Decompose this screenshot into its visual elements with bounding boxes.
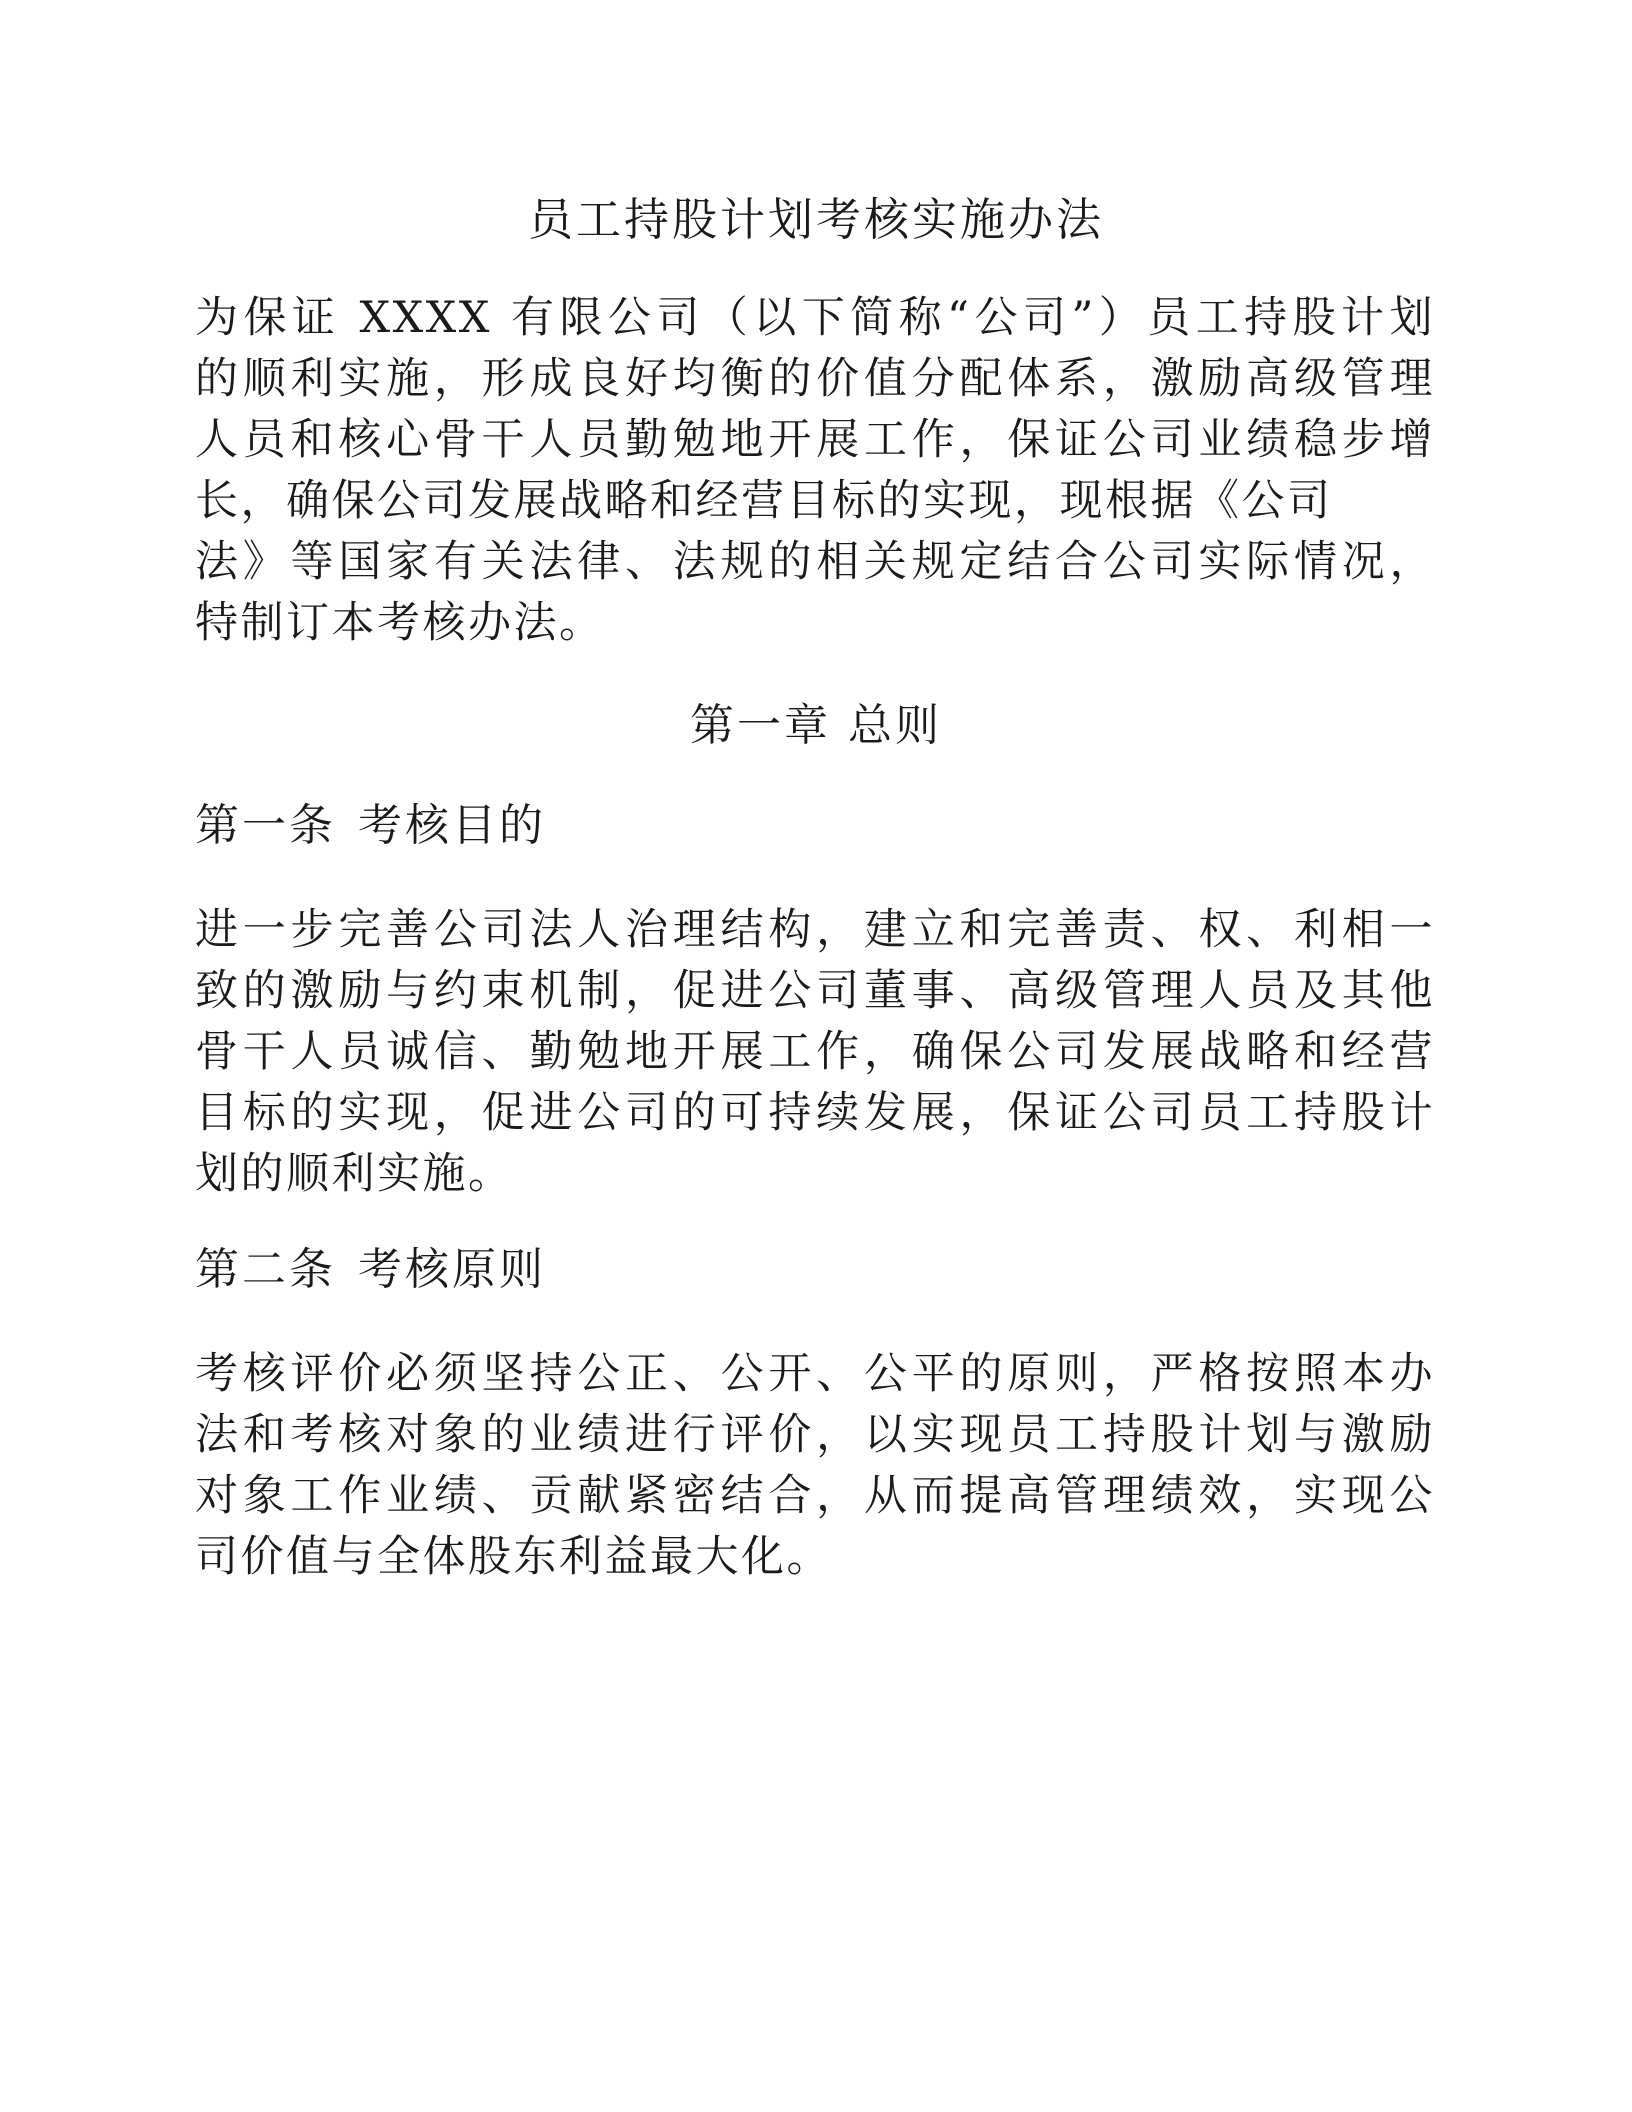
article-1-paragraph — [195, 900, 1435, 1205]
intro-line: 法》等国家有关法律、法规的相关规定结合公司实际情况， — [195, 537, 1435, 587]
intro-line: 特制订本考核办法。 — [195, 598, 605, 648]
article-1-title: 考核目的 — [358, 800, 546, 851]
intro-paragraph — [195, 288, 1435, 654]
article-1-line: 致的激励与约束机制，促进公司董事、高级管理人员及其他 — [195, 966, 1435, 1016]
article-1-line: 目标的实现，促进公司的可持续发展，保证公司员工持股计 — [195, 1088, 1435, 1138]
article-1-heading — [195, 796, 546, 856]
article-2-number: 第二条 — [195, 1244, 336, 1295]
intro-line: 长，确保公司发展战略和经营目标的实现，现根据《公司 — [195, 476, 1333, 526]
article-2-line: 司价值与全体股东利益最大化。 — [195, 1532, 832, 1582]
article-2-line: 对象工作业绩、贡献紧密结合，从而提高管理绩效，实现公 — [195, 1471, 1435, 1521]
article-2-paragraph — [195, 1344, 1435, 1588]
article-2-line: 考核评价必须坚持公正、公开、公平的原则，严格按照本办 — [195, 1349, 1435, 1399]
intro-line: 为保证 XXXX 有限公司（以下简称“公司”）员工持股计划 — [195, 293, 1435, 343]
article-1-line: 进一步完善公司法人治理结构，建立和完善责、权、利相一 — [195, 905, 1435, 955]
document-title: 员工持股计划考核实施办法 — [527, 193, 1104, 246]
article-1-line: 骨干人员诚信、勤勉地开展工作，确保公司发展战略和经营 — [195, 1027, 1435, 1077]
chapter-heading: 第一章 总则 — [690, 700, 942, 751]
intro-line: 的顺利实施，形成良好均衡的价值分配体系，激励高级管理 — [195, 354, 1435, 404]
article-2-title: 考核原则 — [358, 1244, 546, 1295]
article-2-heading — [195, 1240, 546, 1300]
article-1-number: 第一条 — [195, 800, 336, 851]
article-2-line: 法和考核对象的业绩进行评价，以实现员工持股计划与激励 — [195, 1410, 1435, 1460]
article-1-line: 划的顺利实施。 — [195, 1149, 514, 1199]
intro-line: 人员和核心骨干人员勤勉地开展工作，保证公司业绩稳步增 — [195, 415, 1435, 465]
